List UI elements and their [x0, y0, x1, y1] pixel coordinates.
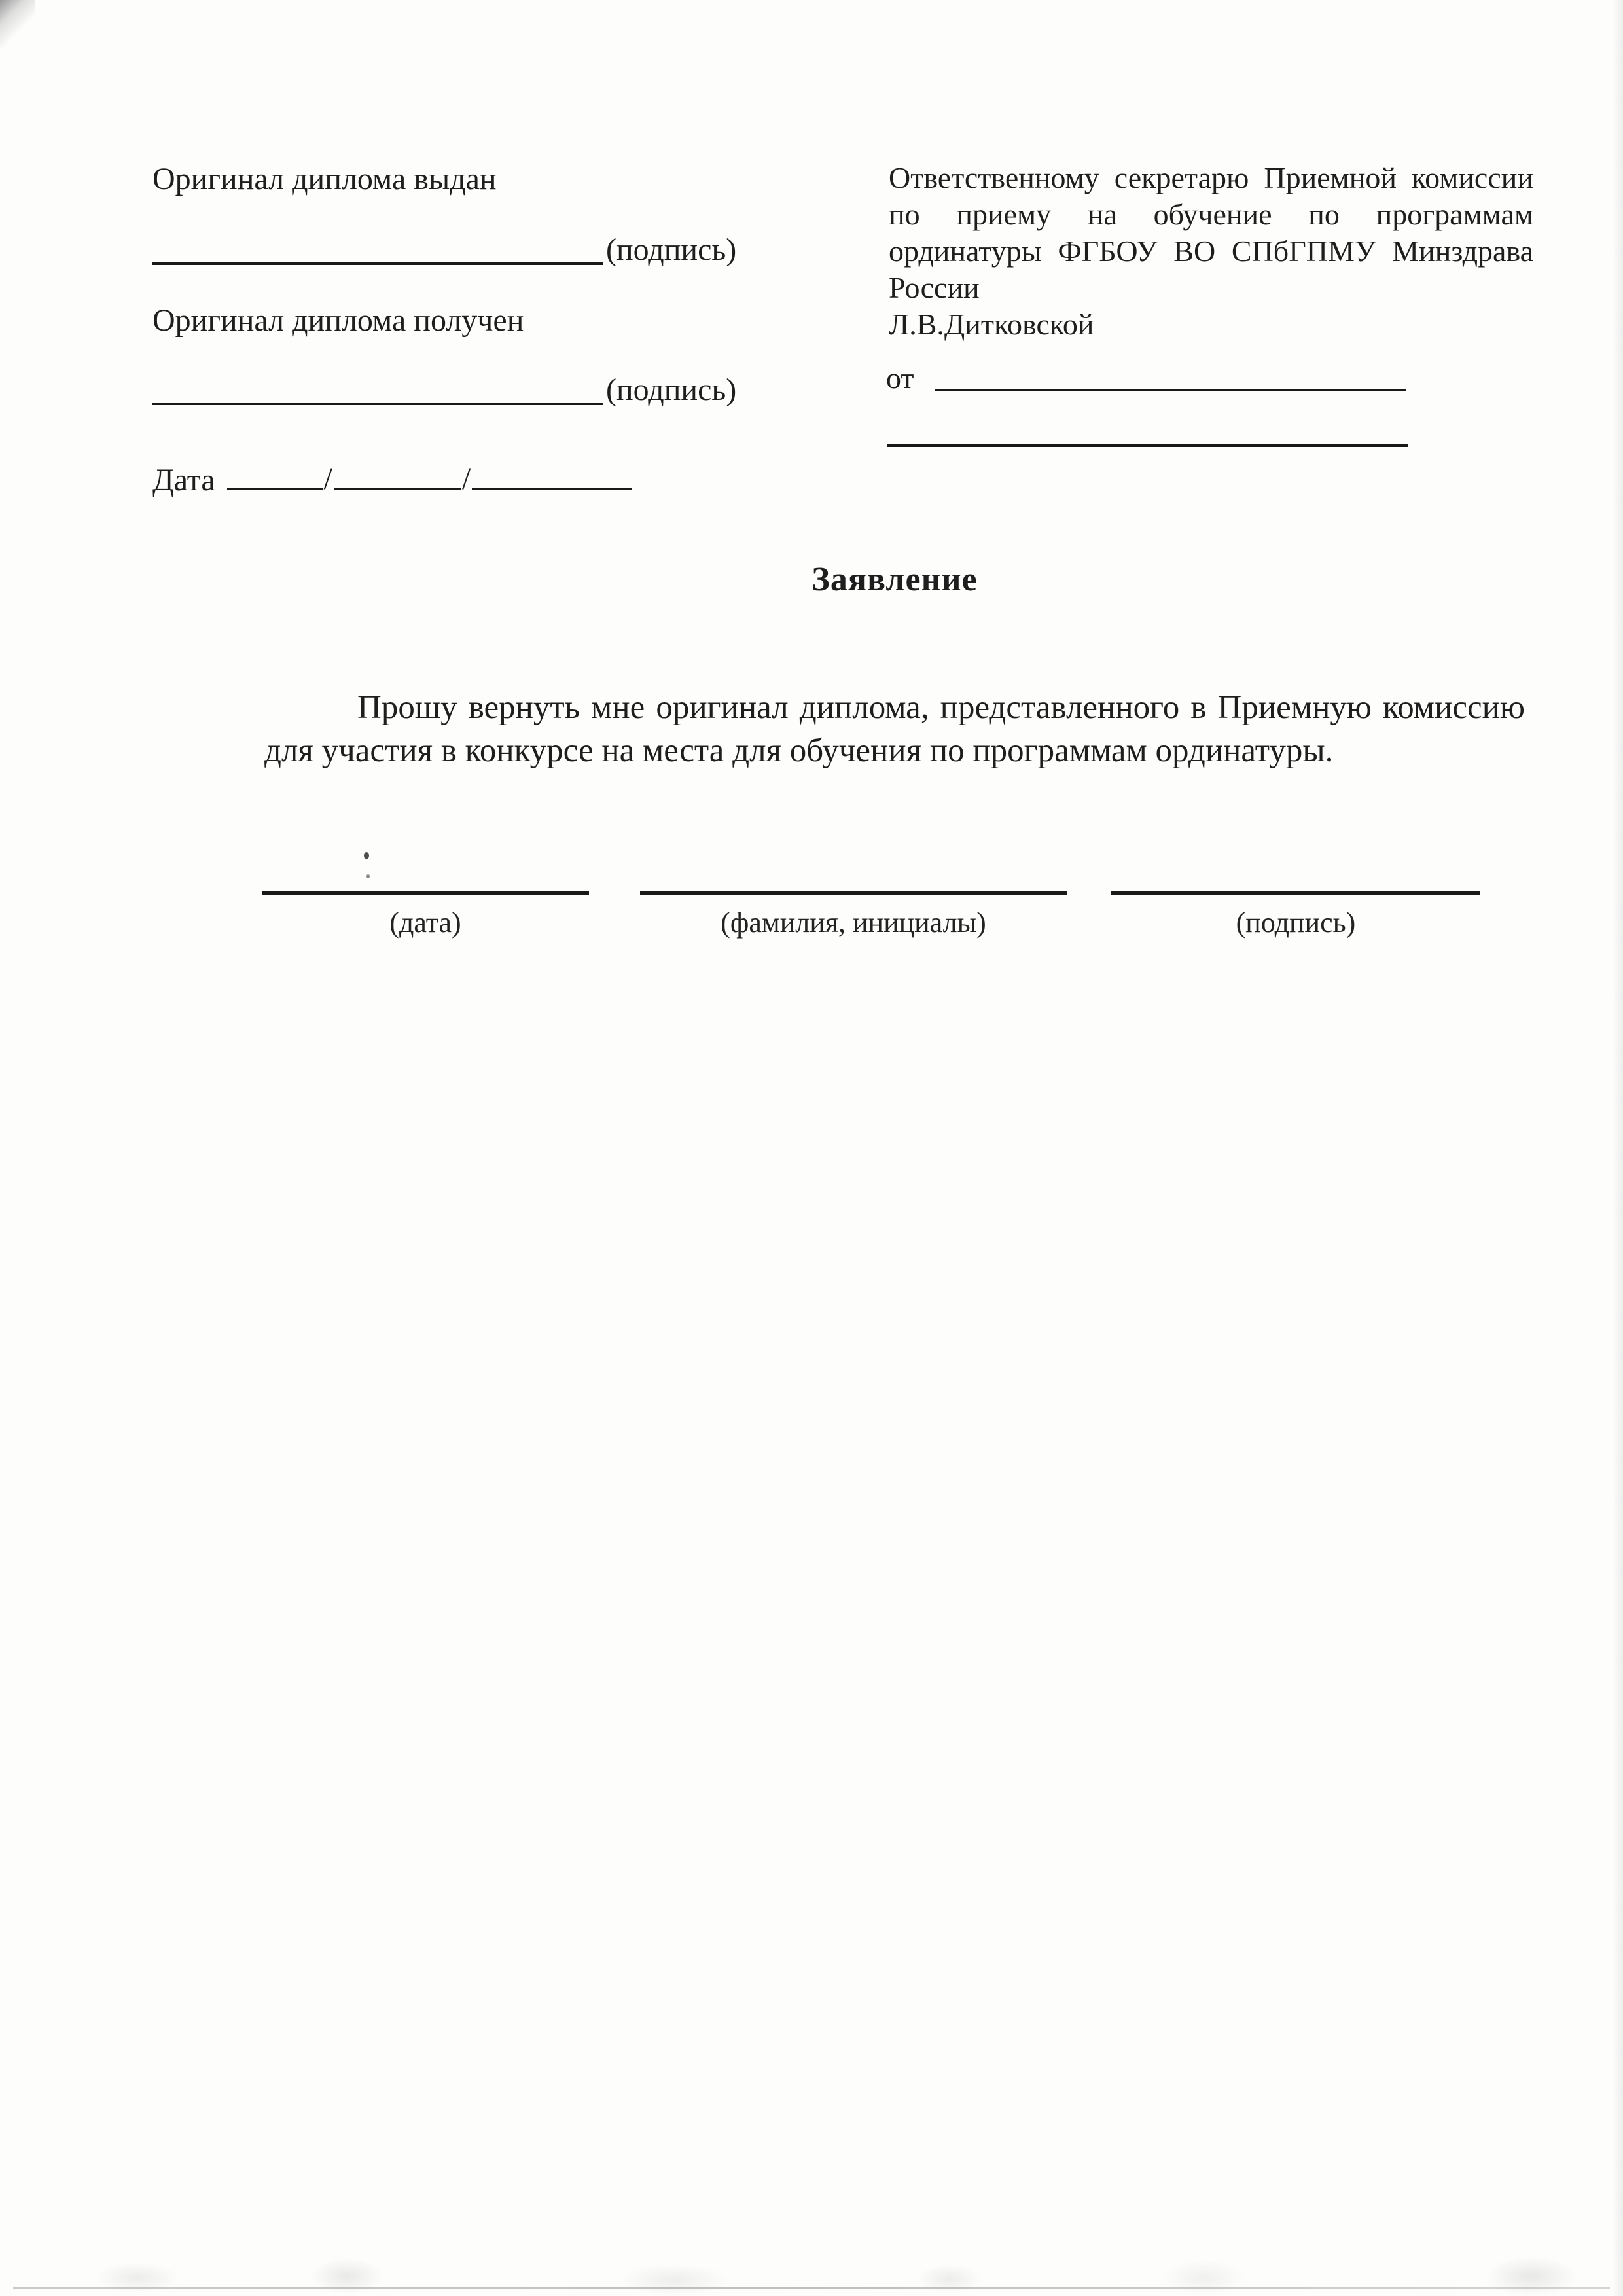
- diploma-received-signature-line: [152, 403, 603, 405]
- addressee-line: России: [889, 271, 980, 304]
- ink-dot-artifact-small: [366, 874, 370, 878]
- date-caption: (дата): [389, 906, 461, 939]
- date-blank-day: [227, 488, 323, 490]
- applicant-name-blank-line-1: [935, 389, 1406, 391]
- request-paragraph-line2: для участия в конкурсе на места для обучения по программам ординатуры.: [264, 732, 1334, 769]
- name-caption: (фамилия, инициалы): [721, 906, 986, 939]
- diploma-issued-label: Оригинал диплома выдан: [152, 162, 497, 196]
- bottom-scan-line-artifact: [13, 2287, 1610, 2289]
- request-paragraph: [264, 686, 1525, 772]
- diploma-issued-signature-line: [152, 262, 603, 265]
- applicant-name-blank-line-2: [887, 444, 1408, 447]
- addressee-block: [889, 160, 1533, 343]
- from-label: от: [886, 361, 914, 395]
- addressee-line: Ответственному секретарю Приемной комиссии: [889, 161, 1533, 194]
- signature-caption-received: (подпись): [606, 372, 737, 407]
- sign-signature-line: [1111, 891, 1480, 895]
- document-title: Заявление: [812, 561, 978, 598]
- date-separator: /: [462, 461, 471, 496]
- signature-caption-issued: (подпись): [606, 232, 737, 267]
- date-row: [152, 462, 632, 499]
- name-signature-line: [640, 891, 1067, 895]
- date-blank-month: [334, 488, 461, 490]
- ink-dot-artifact: [364, 852, 369, 859]
- diploma-received-label: Оригинал диплома получен: [152, 303, 524, 338]
- corner-smudge-artifact: [0, 0, 35, 48]
- date-separator: /: [323, 461, 333, 496]
- date-blank-year: [472, 488, 632, 490]
- date-signature-line: [262, 891, 589, 895]
- sign-caption: (подпись): [1236, 906, 1356, 939]
- addressee-line: по приему на обучение по программам: [889, 198, 1533, 231]
- right-edge-scan-shadow: [1613, 0, 1623, 2296]
- request-paragraph-line1: Прошу вернуть мне оригинал диплома, представленного в Приемную комиссию: [357, 689, 1525, 726]
- addressee-name-line: Л.В.Дитковской: [889, 308, 1094, 341]
- date-label: Дата: [152, 463, 215, 497]
- addressee-line: ординатуры ФГБОУ ВО СПбГПМУ Минздрава: [889, 234, 1533, 268]
